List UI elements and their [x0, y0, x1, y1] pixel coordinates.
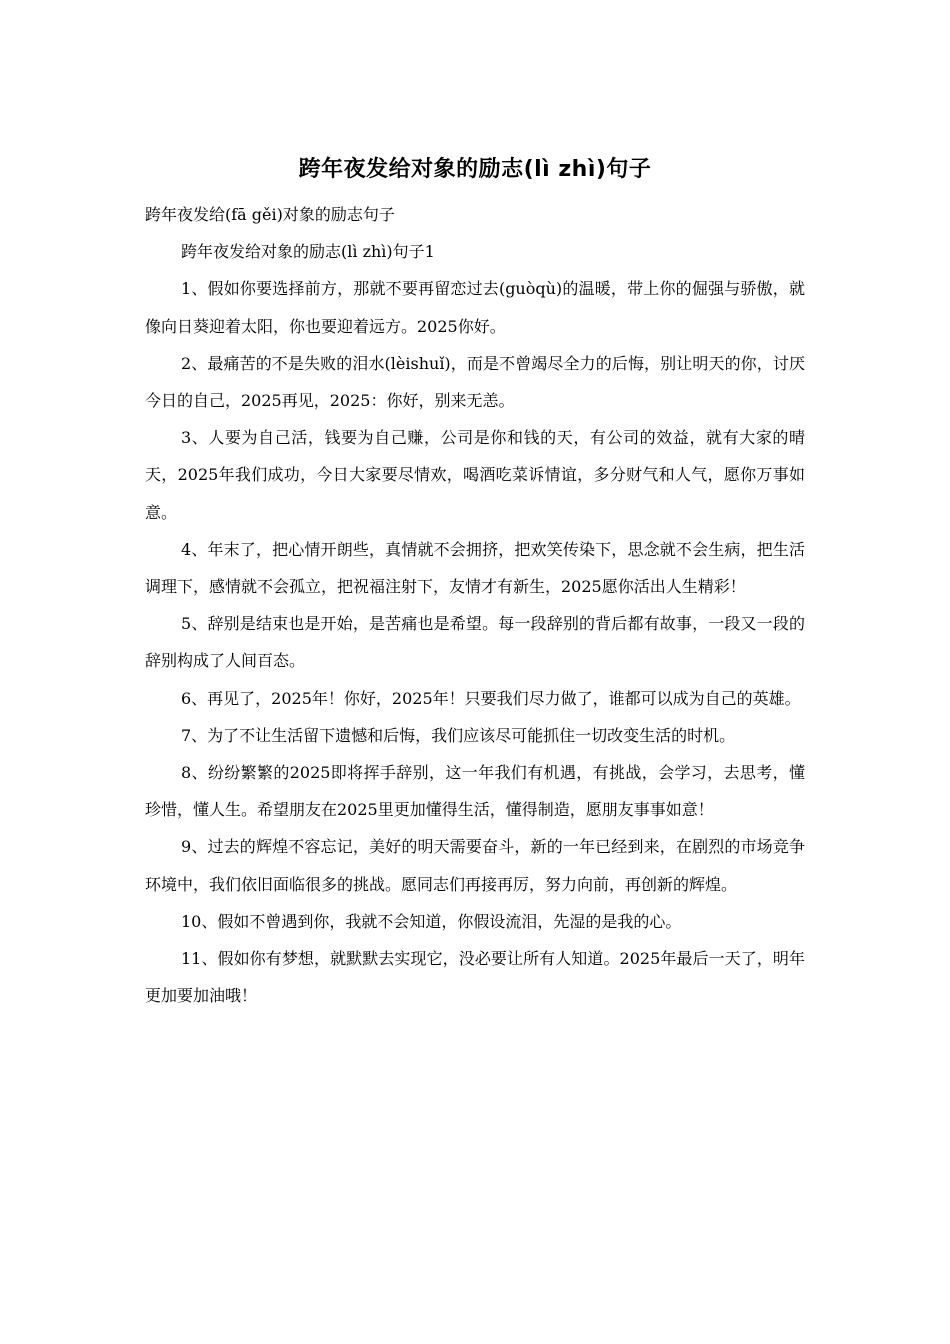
- paragraph-7: 7、为了不让生活留下遗憾和后悔，我们应该尽可能抓住一切改变生活的时机。: [181, 725, 736, 745]
- paragraph-3: 3、人要为自己活，钱要为自己赚，公司是你和钱的天，有公司的效益，就有大家的晴天，2025年我们成功，今日大家要尽情欢，喝酒吃菜诉情谊，多分财气和人气，愿你万事如意。: [145, 428, 805, 522]
- paragraph-1: 1、假如你要选择前方，那就不要再留恋过去(guòqù)的温暖，带上你的倔强与骄傲，就像向日葵迎着太阳，你也要迎着远方。2025你好。: [145, 279, 805, 336]
- document-body: [145, 196, 805, 1014]
- document-subtitle: 跨年夜发给(fā gěi)对象的励志句子: [145, 205, 395, 224]
- paragraph-6: 6、再见了，2025年！你好，2025年！只要我们尽力做了，谁都可以成为自己的英雄。: [181, 688, 801, 708]
- paragraph-10: 10、假如不曾遇到你，我就不会知道，你假设流泪，先湿的是我的心。: [181, 911, 682, 931]
- paragraph-4: 4、年末了，把心情开朗些，真情就不会拥挤，把欢笑传染下，思念就不会生病，把生活调理下，感情就不会孤立，把祝福注射下，友情才有新生，2025愿你活出人生精彩！: [145, 539, 805, 597]
- section-heading: 跨年夜发给对象的励志(lì zhì)句子1: [181, 242, 435, 262]
- paragraph-11: 11、假如你有梦想，就默默去实现它，没必要让所有人知道。2025年最后一天了，明年更加要加油哦！: [145, 949, 805, 1006]
- paragraph-5: 5、辞别是结束也是开始，是苦痛也是希望。每一段辞别的背后都有故事，一段又一段的辞别构成了人间百态。: [145, 614, 805, 671]
- paragraph-9: 9、过去的辉煌不容忘记，美好的明天需要奋斗，新的一年已经到来，在剧烈的市场竞争环境中，我们依旧面临很多的挑战。愿同志们再接再厉，努力向前，再创新的辉煌。: [145, 837, 805, 894]
- document-title: 跨年夜发给对象的励志(lì zhì)句子: [298, 157, 652, 182]
- paragraph-8: 8、纷纷繁繁的2025即将挥手辞别，这一年我们有机遇，有挑战，会学习，去思考，懂珍惜，懂人生。希望朋友在2025里更加懂得生活，懂得制造，愿朋友事事如意！: [145, 763, 805, 820]
- paragraph-2: 2、最痛苦的不是失败的泪水(lèishuǐ)，而是不曾竭尽全力的后悔，别让明天的你，讨厌今日的自己，2025再见，2025：你好，别来无恙。: [145, 353, 805, 411]
